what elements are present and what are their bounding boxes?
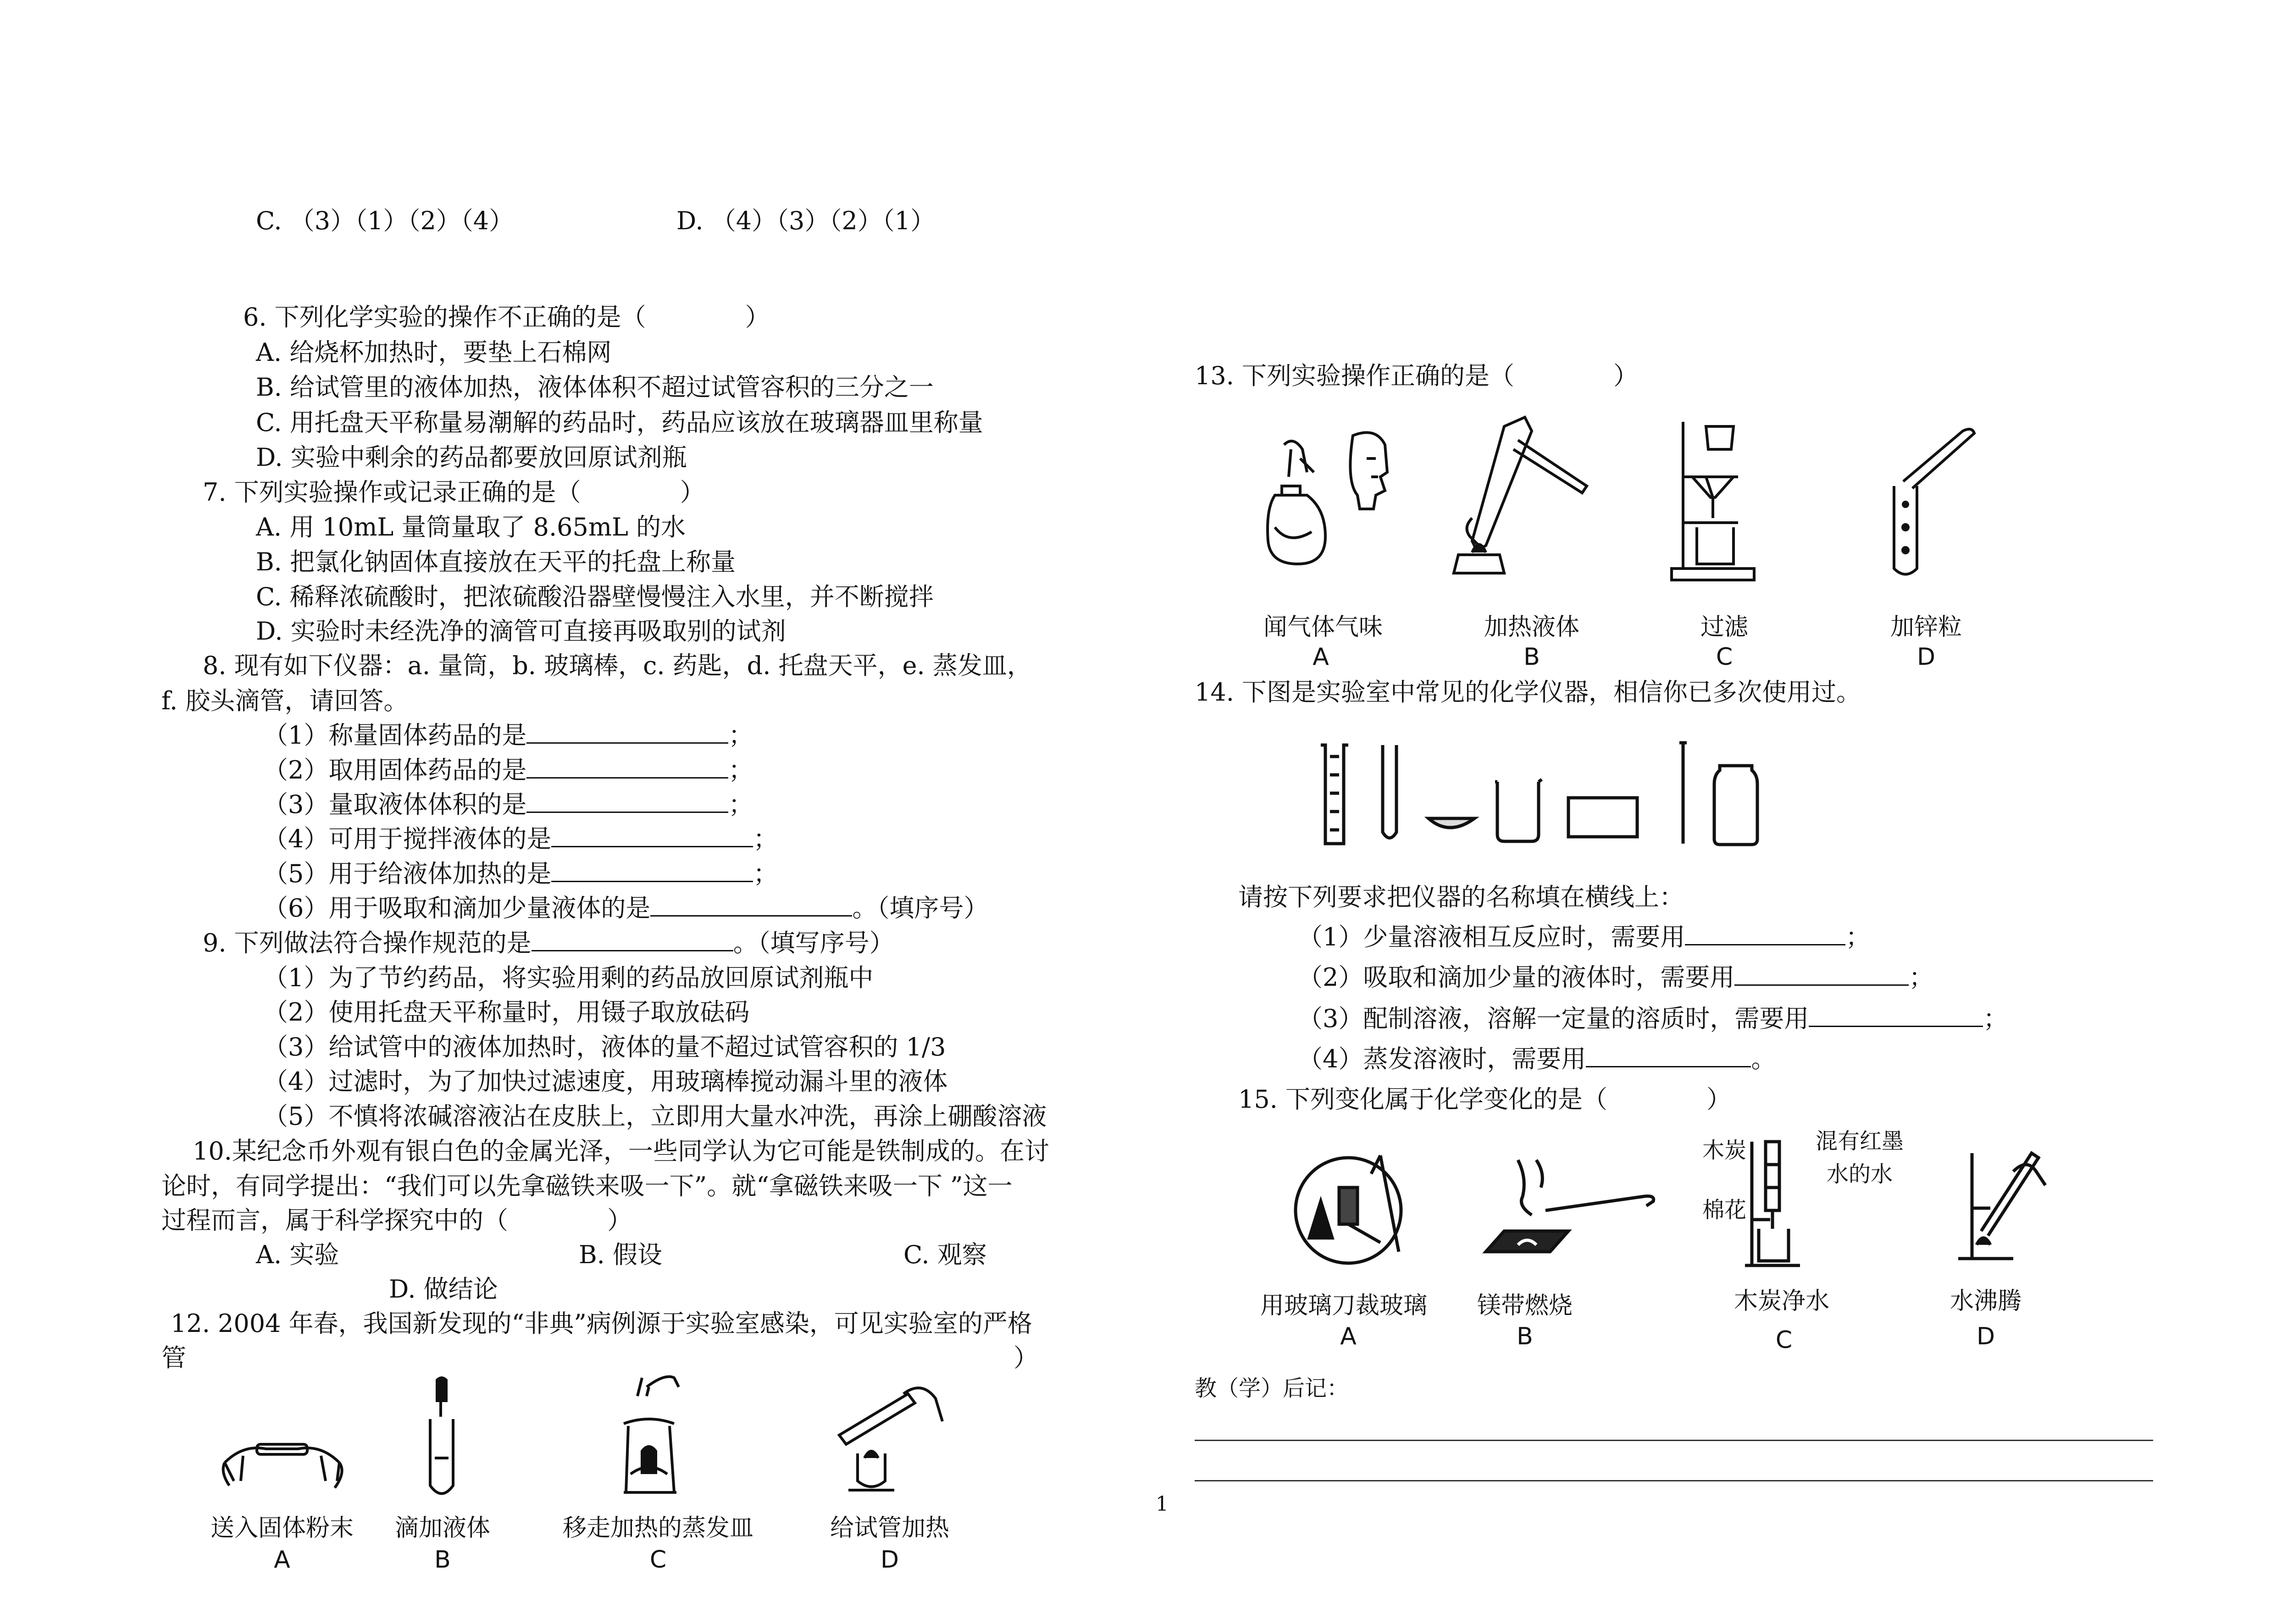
q8-stem-line1: 8. 现有如下仪器：a. 量筒，b. 玻璃棒，c. 药匙，d. 托盘天平，e. 蒸发皿， [203,651,1032,680]
q15-stem: 15. 下列变化属于化学变化的是（ ） [1238,1085,1732,1114]
q6-option-a: A. 给烧杯加热时，要垫上石棉网 [256,338,612,367]
q14-stem: 14. 下图是实验室中常见的化学仪器，相信你已多次使用过。 [1195,678,1861,707]
q12-caption-b: 滴加液体 [394,1514,490,1542]
q12-figure-c [610,1369,688,1502]
q12-figure-d [830,1375,949,1499]
q13-figure-c [1669,417,1756,582]
q12-figure-b [421,1375,462,1499]
q13-letter-d: D [1916,643,1936,671]
q8-item-2: （2）取用固体药品的是 ； [263,756,753,784]
q12-caption-d: 给试管加热 [830,1514,949,1542]
q5-option-d: D. （4）（3）（2）（1） [676,206,936,235]
q10-option-b: B. 假设 [579,1240,663,1269]
q12-paren: ） [1014,1343,1038,1372]
q13-caption-b: 加热液体 [1484,613,1579,641]
q15-caption-a: 用玻璃刀裁玻璃 [1260,1292,1427,1320]
q12-letter-c: C [649,1546,667,1574]
q12-letter-a: A [274,1546,290,1574]
q14-instruction: 请按下列要求把仪器的名称填在横线上： [1238,883,1684,911]
q10-line2: 论时，有同学提出：“我们可以先拿磁铁来吸一下”。就“拿磁铁来吸一下 ”这一 [161,1171,1013,1200]
answer-blank[interactable] [532,930,733,951]
q8-item-3: （3）量取液体体积的是 ； [263,790,753,819]
q13-letter-c: C [1716,643,1733,671]
q5-option-c: C. （3）（1）（2）（4） [256,206,514,235]
q7-option-c: C. 稀释浓硫酸时，把浓硫酸沿器壁慢慢注入水里，并不断搅拌 [256,582,934,611]
q15-letter-d: D [1976,1323,1995,1350]
q10-option-c: C. 观察 [903,1240,987,1269]
q9-item-3: （3）给试管中的液体加热时，液体的量不超过试管容积的 1/3 [263,1033,946,1061]
q13-caption-c: 过滤 [1700,613,1748,641]
q8-item-5: （5）用于给液体加热的是 ； [263,859,778,888]
q15-caption-c: 木炭净水 [1734,1287,1829,1315]
q15-figure-a [1289,1146,1412,1270]
answer-blank[interactable] [526,722,728,744]
q13-figure-a [1257,417,1394,573]
q15-figure-b [1477,1151,1660,1265]
q12-letter-d: D [880,1546,899,1574]
q15-caption-b: 镁带燃烧 [1477,1292,1573,1320]
q12-line2: 管 [161,1343,186,1372]
q14-item-2: （2）吸取和滴加少量的液体时，需要用 ； [1298,963,1934,992]
q15-label-charcoal: 木炭 [1702,1138,1746,1163]
answer-blank[interactable] [551,861,753,882]
q9-item-2: （2）使用托盘天平称量时，用镊子取放砝码 [263,998,750,1027]
q13-letter-a: A [1313,643,1329,671]
answer-blank[interactable] [1809,1005,1983,1027]
answer-blank[interactable] [1685,924,1845,945]
q14-item-4: （4）蒸发溶液时，需要用 。 [1298,1044,1776,1073]
q13-caption-d: 加锌粒 [1890,613,1962,641]
q14-item-1: （1）少量溶液相互反应时，需要用 ； [1298,922,1871,951]
answer-blank[interactable] [526,791,728,813]
q13-letter-b: B [1523,643,1540,671]
page-number: 1 [1156,1492,1169,1516]
q15-letter-c: C [1775,1326,1793,1354]
answer-blank[interactable] [1734,964,1909,986]
q6-option-c: C. 用托盘天平称量易潮解的药品时，药品应该放在玻璃器皿里称量 [256,408,983,437]
q13-stem: 13. 下列实验操作正确的是（ ） [1195,361,1639,390]
q10-option-d: D. 做结论 [389,1275,498,1304]
q12-line1: 12. 2004 年春，我国新发现的“非典”病例源于实验室感染，可见实验室的严格 [171,1309,1032,1338]
q13-figure-d [1885,422,1977,578]
q15-label-cotton: 棉花 [1702,1197,1746,1223]
q9-item-4: （4）过滤时，为了加快过滤速度，用玻璃棒搅动漏斗里的液体 [263,1067,948,1096]
q9-item-1: （1）为了节约药品，将实验用剩的药品放回原试剂瓶中 [263,963,874,992]
q8-item-6: （6）用于吸取和滴加少量液体的是 。（填序号） [263,894,989,922]
q10-line3: 过程而言，属于科学探究中的（ ） [161,1206,632,1235]
q7-stem: 7. 下列实验操作或记录正确的是（ ） [203,478,705,507]
q12-letter-b: B [434,1546,451,1574]
q8-stem-line2: f. 胶头滴管，请回答。 [161,686,409,715]
q15-letter-b: B [1517,1323,1533,1350]
q13-caption-a: 闻气体气味 [1263,613,1383,641]
q10-option-a: A. 实验 [256,1240,339,1269]
q15-letter-a: A [1340,1323,1357,1350]
q7-option-a: A. 用 10mL 量筒量取了 8.65mL 的水 [256,513,686,541]
answer-blank[interactable] [526,757,728,779]
q13-figure-b [1445,413,1610,582]
q6-option-b: B. 给试管里的液体加热，液体体积不超过试管容积的三分之一 [256,373,934,402]
q8-item-4: （4）可用于搅拌液体的是 ； [263,824,778,853]
q6-option-d: D. 实验中剩余的药品都要放回原试剂瓶 [256,443,687,472]
q15-figure-d [1944,1144,2050,1268]
q12-caption-c: 移走加热的蒸发皿 [562,1514,753,1542]
q9-item-5: （5）不慎将浓碱溶液沾在皮肤上，立即用大量水冲洗，再涂上硼酸溶液 [263,1102,1047,1131]
q15-label-ink-line1: 混有红墨 [1815,1128,1904,1154]
q14-instruments [1316,738,1784,853]
q8-item-1: （1）称量固体药品的是 ； [263,721,753,750]
answer-blank[interactable] [1586,1046,1751,1067]
q7-option-d: D. 实验时未经洗净的滴管可直接再吸取别的试剂 [256,617,786,646]
afterword-line-1[interactable] [1195,1440,2153,1441]
q10-line1: 10.某纪念币外观有银白色的金属光泽，一些同学认为它可能是铁制成的。在讨 [193,1137,1049,1166]
q15-caption-d: 水沸腾 [1950,1287,2022,1315]
q12-figure-a [216,1412,349,1495]
q7-option-b: B. 把氯化钠固体直接放在天平的托盘上称量 [256,547,736,576]
answer-blank[interactable] [551,826,753,847]
afterword-label: 教（学）后记： [1195,1375,1349,1401]
q14-item-3: （3）配制溶液，溶解一定量的溶质时，需要用 ； [1298,1004,2008,1033]
q6-stem: 6. 下列化学实验的操作不正确的是（ ） [243,303,770,331]
q12-caption-a: 送入固体粉末 [210,1514,354,1542]
answer-blank[interactable] [650,895,852,917]
q15-label-ink-line2: 水的水 [1826,1161,1893,1187]
q9-stem: 9. 下列做法符合操作规范的是 。（填写序号） [203,928,894,957]
afterword-line-2[interactable] [1195,1480,2153,1481]
